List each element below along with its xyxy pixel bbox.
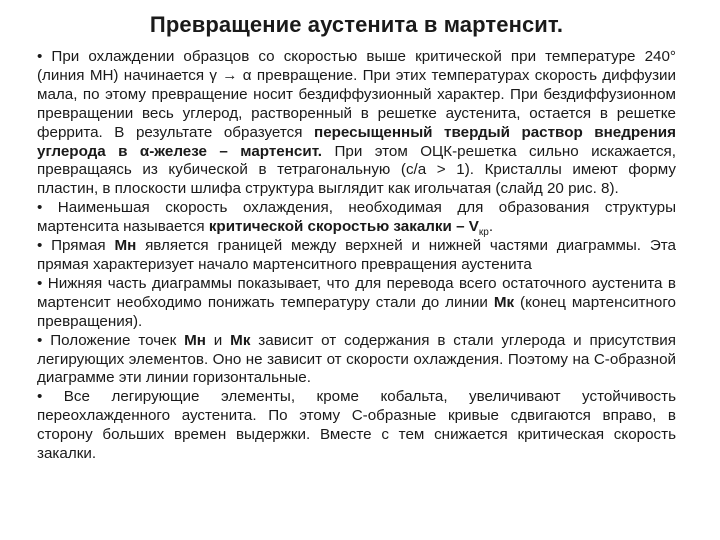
text-segment: • Все легирующие элементы, кроме кобальта, увеличивают устойчивость переохлажденного аустенита. По этому С-образные кривые сдвигаются вправо, в сторону больших времен выдержки. Вместе с тем снижается критическая скорость закалки. (37, 388, 676, 463)
text-segment: • Нижняя часть диаграммы показывает, что для перевода всего остаточного аустенита в мартенсит необходимо понижать температуру стали до линии (37, 274, 676, 311)
text-segment: (конец мартенситного превращения). (37, 293, 676, 330)
text-segment: • Прямая (37, 237, 115, 255)
text-segment: • Положение точек (37, 331, 185, 349)
text-segment: зависит от содержания в стали углерода и присутствия легирующих элементов. Оно не зависит от скорости охлаждения. Поэтому на С-образной диаграмме эти линии горизонтальные. (37, 331, 676, 387)
paragraph-points-position (37, 332, 676, 389)
text-segment: и (205, 331, 231, 349)
bold-term-mk: Мк (493, 293, 515, 311)
text-segment: • Наименьшая скорость охлаждения, необходимая для образования структуры мартенсита называется (37, 199, 676, 236)
bold-term-mn: Мн (114, 237, 137, 255)
slide-body (37, 48, 676, 464)
paragraph-alloying-elements (37, 388, 676, 464)
text-segment: При этом ОЦК-решетка сильно искажается, превращаясь из кубической в тетрагональную (с/а > 1). Кристаллы имеют форму пластин, в плоскости шлифа структура выглядит как игольчатая (слайд 20 рис. 8). (37, 142, 676, 198)
text-segment: . (488, 218, 494, 236)
bold-term-critical-rate: критической скоростью закалки – V (208, 218, 479, 236)
paragraph-mn-line (37, 237, 676, 275)
text-segment: • При охлаждении образцов со скоростью выше критической при температуре 240° (линия МН) начинается γ → α превращение. При этих температурах скорость диффузии мала, по этому превращение носит бездиффузионный характер. При бездиффузионном превращении весь углерод, растворенный в решетке аустенита, остается в решетке феррита. В результате образуется (37, 48, 676, 141)
paragraph-martensite-formation (37, 48, 676, 199)
paragraph-critical-rate (37, 199, 676, 237)
slide-title: Превращение аустенита в мартенсит. (149, 12, 564, 37)
subscript-kr: кр (478, 227, 489, 239)
text-segment: является границей между верхней и нижней частями диаграммы. Эта прямая характеризует начало мартенситного превращения аустенита (37, 237, 676, 273)
bold-term-mk: Мк (230, 331, 251, 349)
paragraph-mk-line (37, 275, 676, 332)
bold-term-mn: Мн (184, 331, 206, 349)
bold-term-martensite: пересыщенный твердый раствор внедрения углерода в α-железе – мартенсит. (37, 123, 676, 160)
